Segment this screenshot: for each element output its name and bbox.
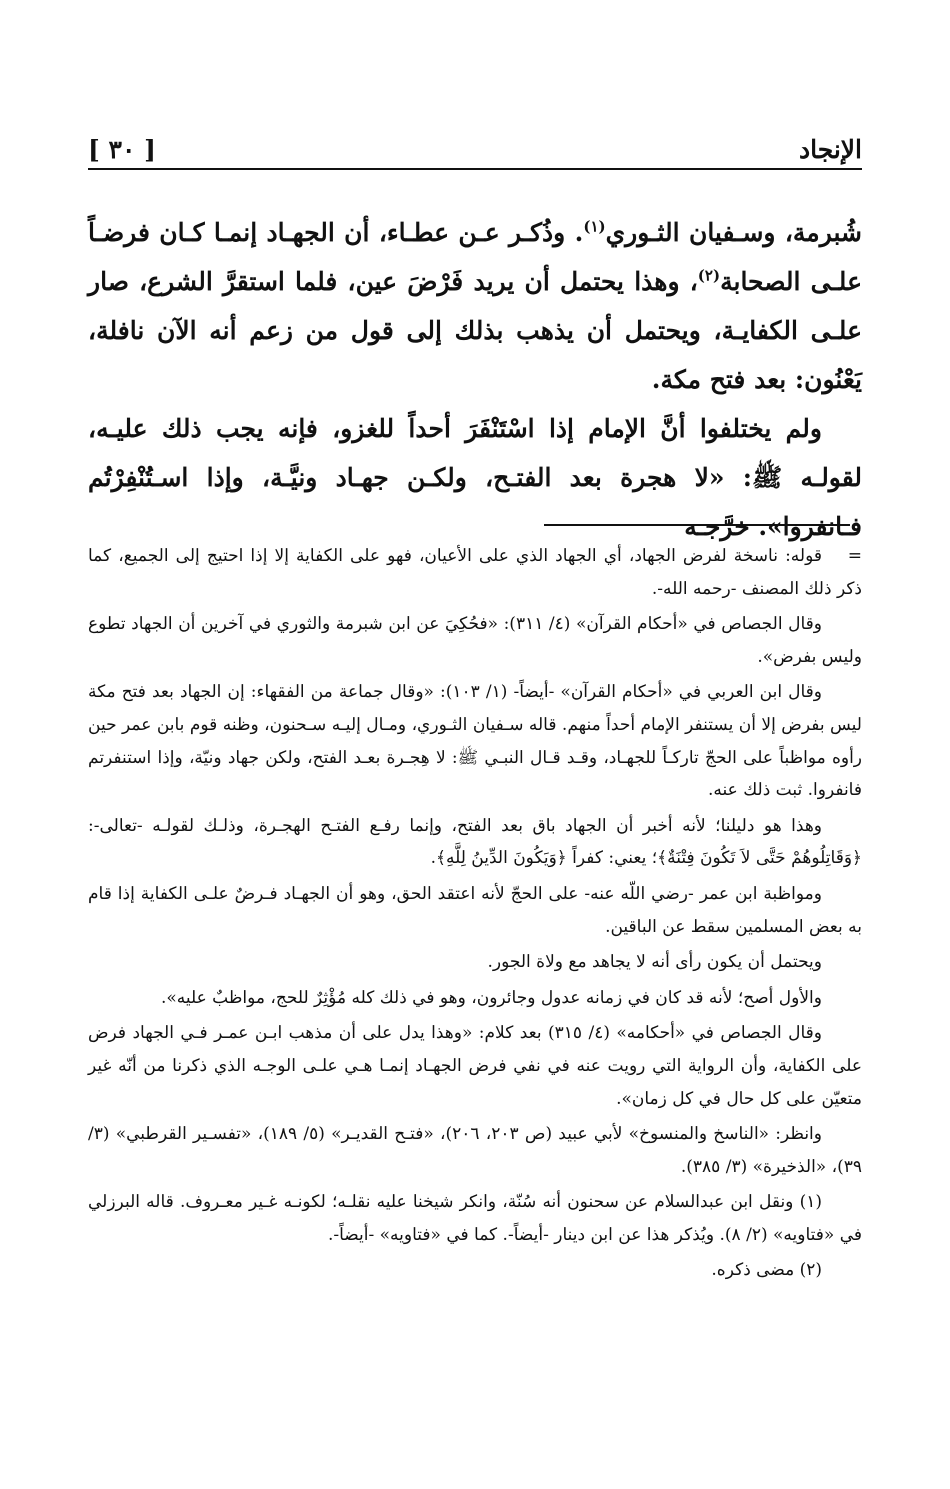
footnote-paragraph: وقال الجصاص في «أحكامه» (٤/ ٣١٥) بعد كلام: «وهذا يدل على أن مذهب ابـن عمـر فـي الجهاد فرض على الكفاية، وأن الرواية التي رويت عنه في نفي فرض الجهـاد إنمـا هـي علـى الوجـه الذي ذكرنا من أنّه غير متعيّن على كل حال في كل زمان». — [88, 1023, 862, 1109]
page-number: [ ٣٠ ] — [88, 135, 156, 164]
footnote-continuation: =قوله: ناسخة لفرض الجهاد، أي الجهاد الذي على الأعيان، فهو على الكفاية إلا إذا احتيج إلى الجميع، كما ذكر ذلك المصنف -رحمه الله-. — [88, 540, 862, 605]
footnote-ref-1: (١) — [583, 217, 606, 236]
footnote-paragraph: وهذا هو دليلنا؛ لأنه أخبر أن الجهاد باق بعد الفتح، وإنما رفـع الفتـح الهجـرة، وذلـك لقولـه -تعالى-: ﴿وَقَاتِلُوهُمْ حَتَّى لاَ تَكُونَ فِتْنَةٌ﴾؛ يعني: كفراً ﴿وَيَكُونَ الدِّينُ لِلَّهِ﴾. — [88, 815, 862, 869]
running-title: الإنجاد — [798, 135, 862, 164]
footnote-1: (١) ونقل ابن عبدالسلام عن سحنون أنه سُنّة، وانكر شيخنا عليه نقلـه؛ لكونـه غـير معـروف. قاله البرزلي في «فتاويه» (٢/ ٨). ويُذكر هذا عن ابن دينار -أيضاً-. كما في «فتاويه» -أيضاً-. — [88, 1192, 862, 1245]
main-paragraph-2: ولم يختلفوا أنَّ الإمام إذا اسْتَنْفَرَ أحداً للغزو، فإنه يجب ذلك عليـه، لقولـه ﷺ: «لا هجرة بعد الفتـح، ولكـن جهـاد ونيَّـة، وإذا اسـتُنْفِرْتُم فـانفروا». خرَّجـه — [88, 414, 862, 541]
footnote-paragraph: وانظر: «الناسخ والمنسوخ» لأبي عبيد (ص ٢٠٣، ٢٠٦)، «فتـح القديـر» (٥/ ١٨٩)، «تفسـير القرطبي» (٣/ ٣٩)، «الذخيرة» (٣/ ٣٨٥). — [88, 1124, 862, 1177]
footnote-rule — [544, 524, 850, 526]
header-rule — [88, 168, 862, 170]
footnote-ref-2: (٢) — [697, 266, 721, 285]
footnote-paragraph: ومواظبة ابن عمر -رضي اللّه عنه- على الحجّ لأنه اعتقد الحق، وهو أن الجهـاد فـرضٌ علـى الكفاية إذا قام به بعض المسلمين سقط عن الباقين. — [88, 883, 862, 937]
page-header — [88, 118, 862, 164]
footnote-paragraph: ويحتمل أن يكون رأى أنه لا يجاهد مع ولاة الجور. — [487, 952, 822, 973]
footnote-paragraph: وقال ابن العربي في «أحكام القرآن» -أيضاً- (١/ ١٠٣): «وقال جماعة من الفقهاء: إن الجهاد بعد فتح مكة ليس بفرض إلا أن يستنفر الإمام أحداً منهم. قاله سـفيان الثـوري، ومـال إليـه سـحنون، وظنه قوم بابن عمر حين رأوه مواظباً على الحجّ تاركـاً للجهـاد، وقـد قـال النبـي ﷺ: لا هِجـرة بعـد الفتح، ولكن جهاد ونيّة، وإذا استنفرتم فانفروا. ثبت ذلك عنه. — [88, 682, 862, 801]
footnotes — [88, 540, 862, 1290]
main-paragraph-1: شُبرمة، وسـفيان الثـوري$^{(١)}$. وذُكـر عـن عطـاء، أن الجهـاد إنمـا كـان فرضـاً علـى الصحابة$^{(٢)}$، وهذا يحتمل أن يريد فَرْضَ عين، فلما استقرَّ الشرع، صار علـى الكفايـة، ويحتمل أن يذهب بذلك إلى قول من زعم أنه الآن نافلة، يَعْنُون: بعد فتح مكة. — [88, 217, 862, 394]
footnote-paragraph: والأول أصح؛ لأنه قد كان في زمانه عدول وجائرون، وهو في ذلك كله مُؤْثِرٌ للحج، مواظبٌ عليه». — [160, 987, 822, 1008]
main-text — [88, 208, 862, 551]
footnote-2: (٢) مضى ذكره. — [711, 1260, 822, 1281]
footnote-paragraph: وقال الجصاص في «أحكام القرآن» (٤/ ٣١١): «فحُكِيَ عن ابن شبرمة والثوري في آخرين أن الجهاد تطوع وليس بفرض». — [88, 614, 862, 667]
continuation-mark: = — [847, 546, 862, 566]
